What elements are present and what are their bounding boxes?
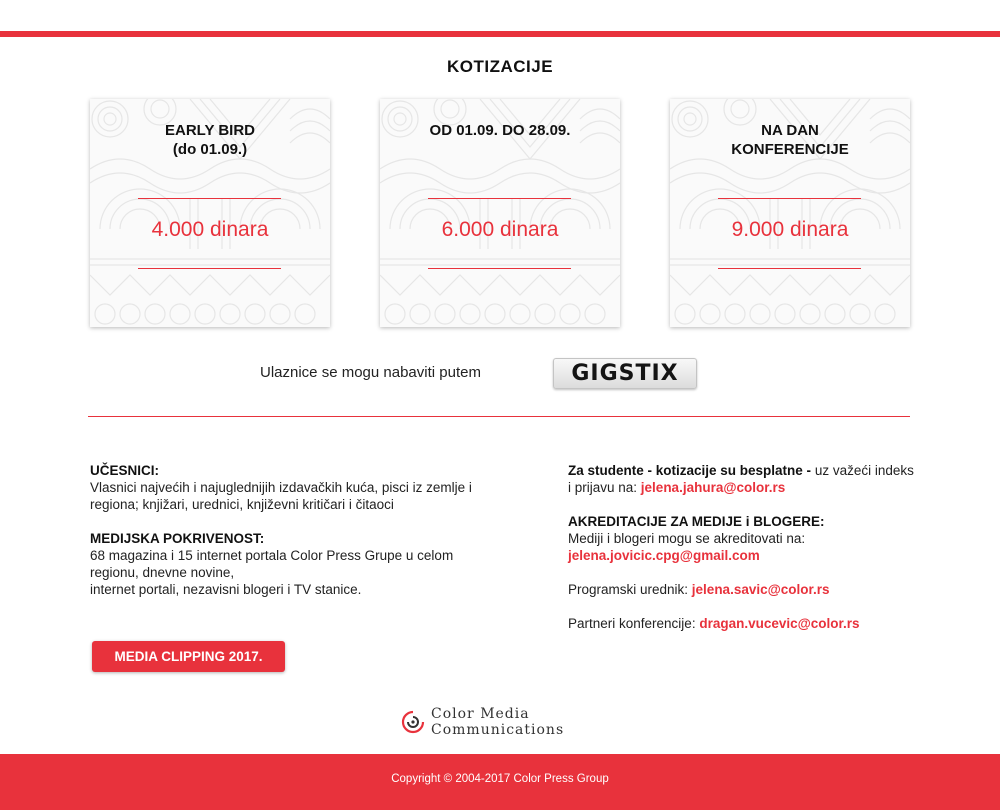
students-block — [568, 462, 918, 496]
top-accent-bar — [0, 31, 1000, 37]
card-title — [380, 121, 620, 140]
accreditation-block — [568, 513, 918, 564]
card-price: 4.000 dinara — [151, 218, 269, 241]
card-title — [670, 121, 910, 159]
students-text: uz važeći indeks i prijavu na: — [568, 463, 914, 495]
color-media-swirl-icon — [400, 708, 426, 736]
gigstix-logo: GIGSTIX — [571, 361, 679, 386]
price-card-regular — [380, 99, 620, 327]
coverage-heading: MEDIJSKA POKRIVENOST: — [90, 531, 265, 546]
editor-label: Programski urednik: — [568, 582, 692, 597]
card-rule — [138, 198, 281, 199]
card-price: 9.000 dinara — [731, 218, 849, 241]
card-title-line: OD 01.09. DO 28.09. — [429, 122, 571, 139]
card-title-line: NA DAN — [761, 122, 819, 139]
price-card-conference-day — [670, 99, 910, 327]
card-rule — [138, 268, 281, 269]
coverage-text: 68 magazina i 15 internet portala Color Press Grupe u celom regionu, dnevne novine, — [90, 548, 454, 580]
gigstix-button[interactable] — [553, 358, 697, 389]
tickets-text: Ulaznice se mogu nabaviti putem — [260, 364, 481, 381]
logo-text-line: Communications — [431, 722, 565, 738]
card-rule — [428, 268, 571, 269]
accreditation-email-link[interactable]: jelena.jovicic.cpg@gmail.com — [568, 548, 760, 563]
copyright-text: Copyright © 2004-2017 Color Press Group — [391, 773, 609, 785]
students-heading: Za studente - kotizacije su besplatne - — [568, 463, 812, 478]
accreditation-heading: AKREDITACIJE ZA MEDIJE i BLOGERE: — [568, 514, 825, 529]
coverage-block — [90, 530, 490, 598]
partners-email-link[interactable]: dragan.vucevic@color.rs — [699, 616, 860, 631]
color-media-logo[interactable] — [400, 706, 600, 740]
participants-block — [90, 462, 490, 513]
footer — [0, 754, 1000, 810]
logo-text-line: Color Media — [431, 706, 530, 722]
participants-text: Vlasnici najvećih i najuglednijih izdavačkih kuća, pisci iz zemlje i regiona; knjižari, urednici, književni kritičari i čitaoci — [90, 480, 472, 512]
participants-heading: UČESNICI: — [90, 463, 160, 478]
price-card-early-bird — [90, 99, 330, 327]
card-title — [90, 121, 330, 159]
editor-email-link[interactable]: jelena.savic@color.rs — [691, 582, 830, 597]
accreditation-text: Mediji i blogeri mogu se akreditovati na: — [568, 531, 806, 546]
card-title-line: (do 01.09.) — [172, 141, 248, 158]
partners-block — [568, 615, 918, 632]
card-rule — [718, 198, 861, 199]
media-clipping-button[interactable]: MEDIA CLIPPING 2017. — [92, 641, 285, 672]
info-left-column — [90, 462, 490, 615]
info-right-column — [568, 462, 918, 649]
card-title-line: EARLY BIRD — [164, 122, 256, 139]
editor-block — [568, 581, 918, 598]
section-divider — [88, 416, 910, 417]
card-rule — [718, 268, 861, 269]
students-email-link[interactable]: jelena.jahura@color.rs — [640, 480, 786, 495]
card-title-line: KONFERENCIJE — [731, 141, 849, 158]
coverage-text: internet portali, nezavisni blogeri i TV stanice. — [90, 582, 362, 597]
section-title: KOTIZACIJE — [446, 57, 554, 76]
card-rule — [428, 198, 571, 199]
card-price: 6.000 dinara — [441, 218, 559, 241]
partners-label: Partneri konferencije: — [568, 616, 700, 631]
